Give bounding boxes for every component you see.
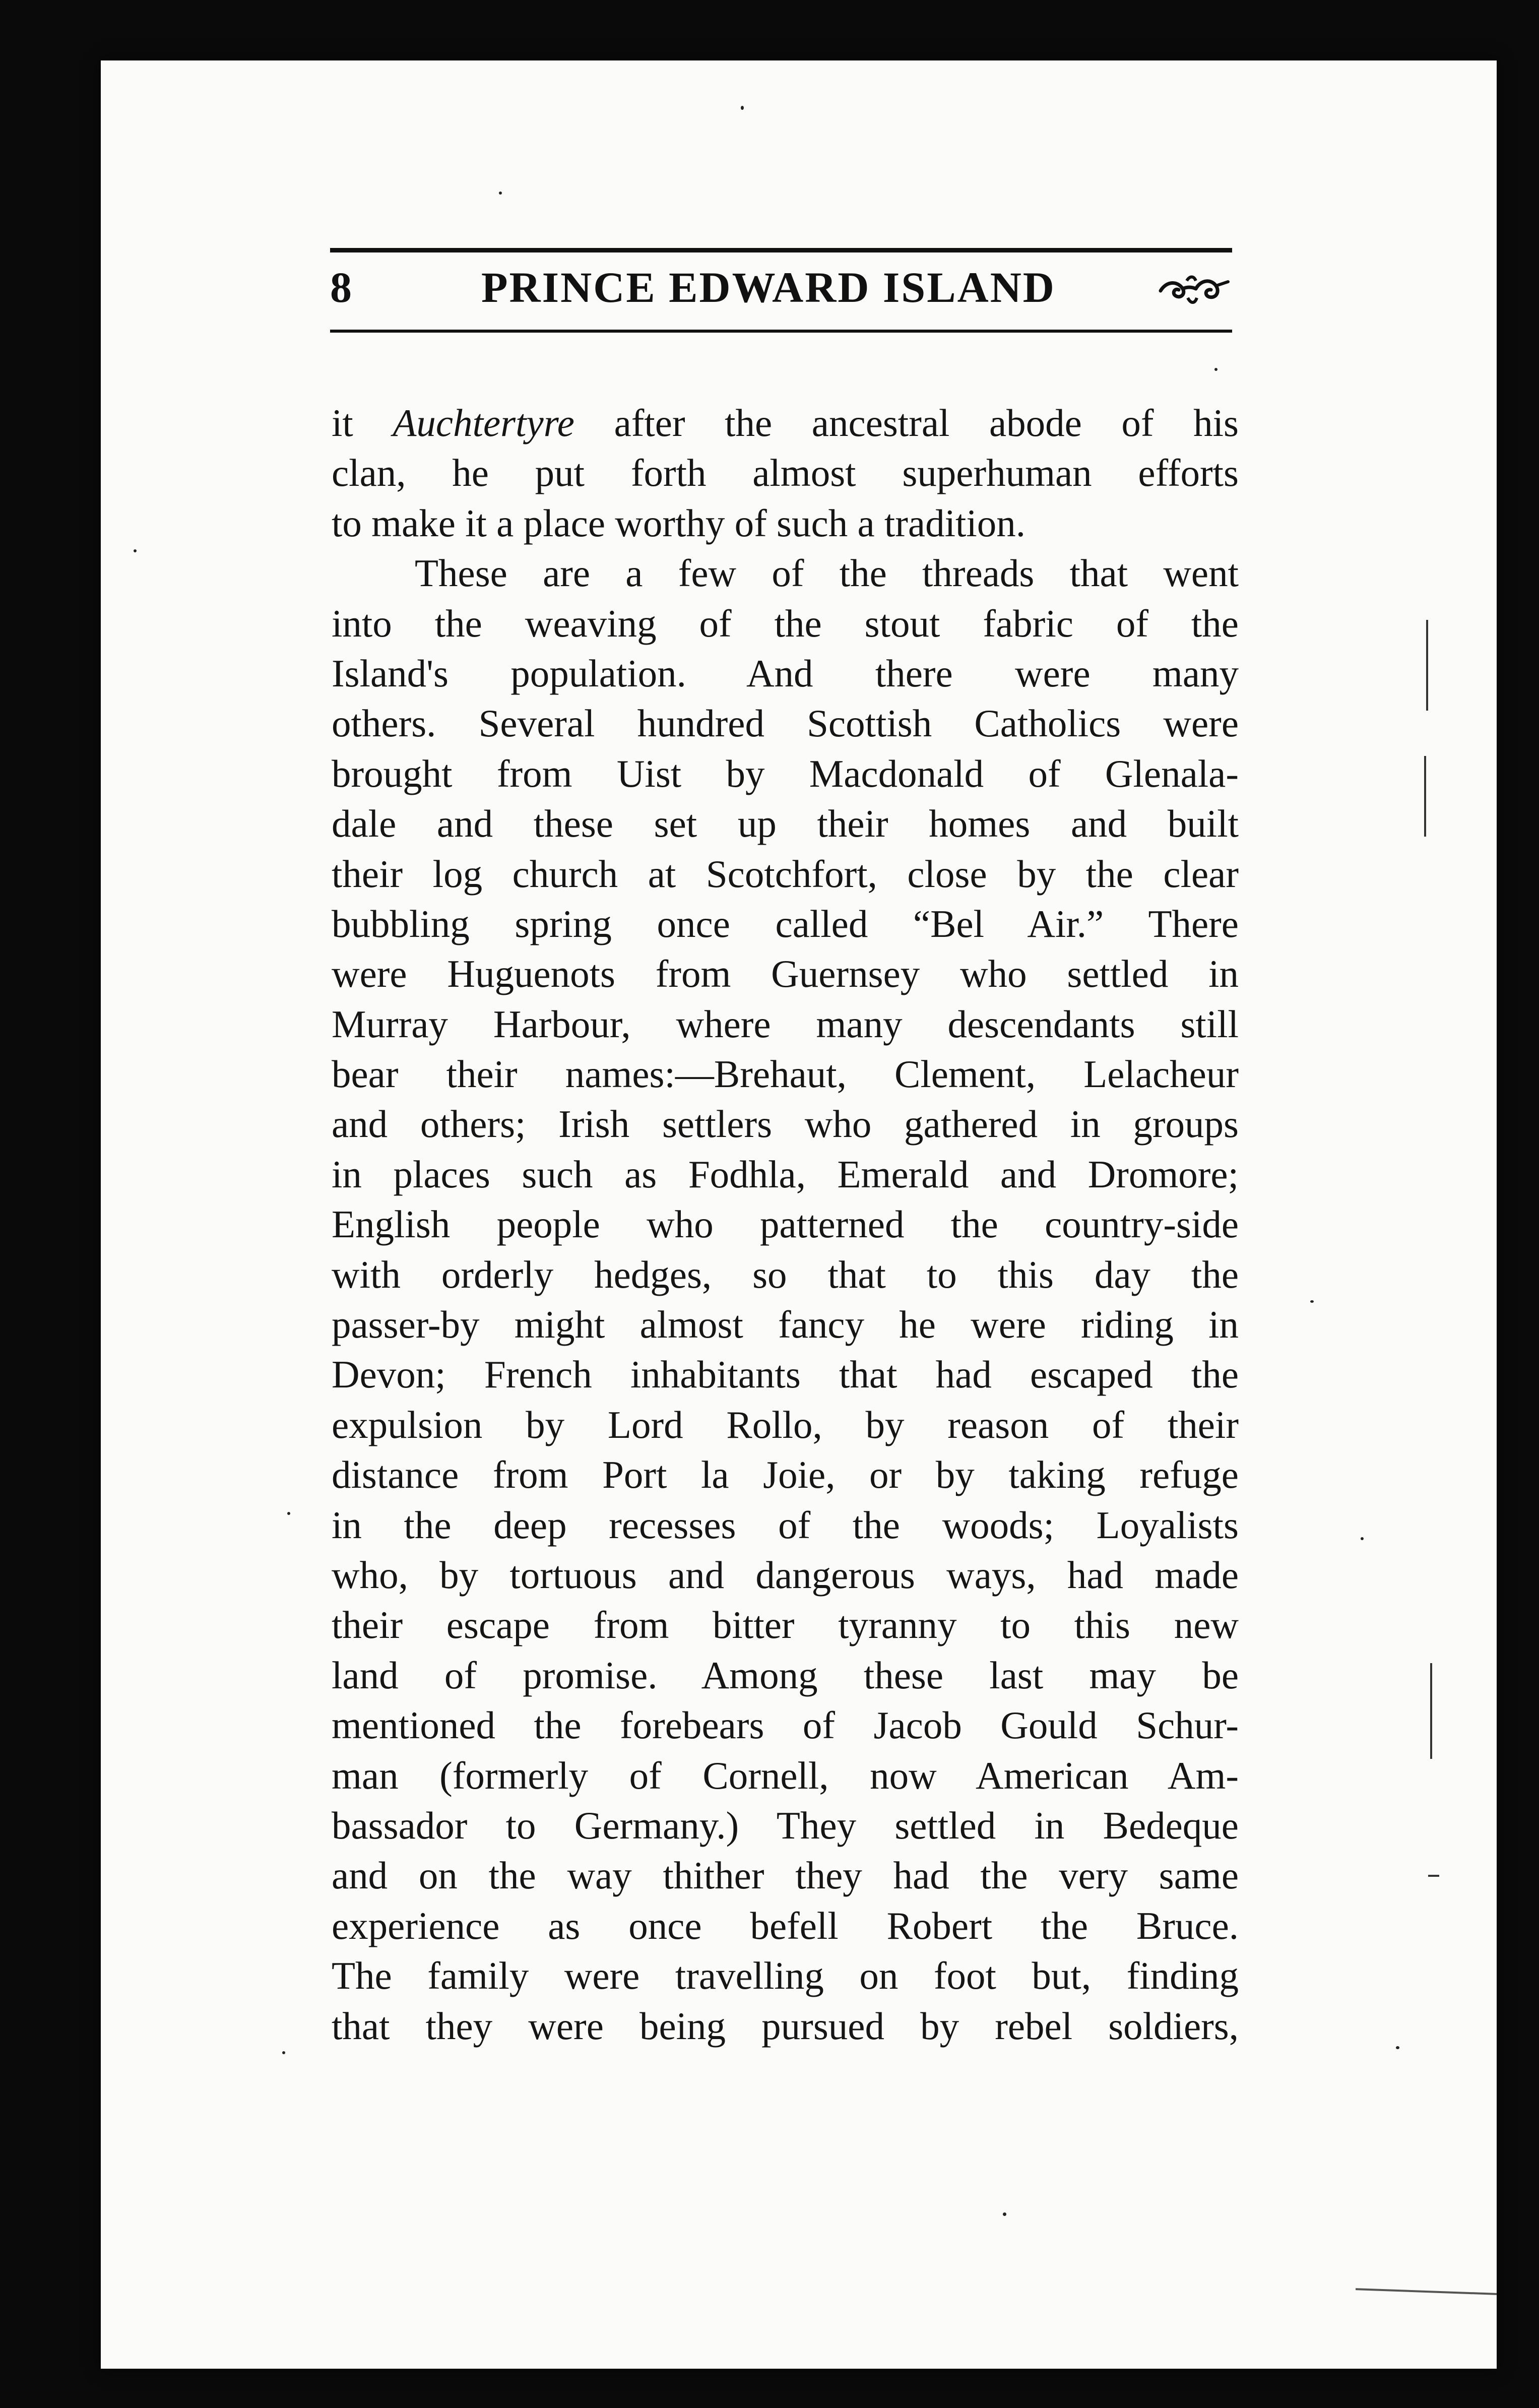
text-line: into the weaving of the stout fabric of the: [332, 601, 1239, 645]
fleuron-ornament-icon: [1157, 272, 1232, 307]
scan-margin-mark: [1426, 620, 1428, 711]
text-line: to make it a place worthy of such a tradition.: [332, 501, 1026, 545]
scan-speck: [1214, 368, 1217, 371]
text-line: [332, 398, 1239, 448]
text-line: were Huguenots from Guernsey who settled in: [332, 952, 1239, 996]
text-line: land of promise. Among these last may be: [332, 1653, 1239, 1697]
text-line: Island's population. And there were many: [332, 651, 1239, 695]
text-line: clan, he put forth almost superhuman efforts: [332, 451, 1239, 495]
text-line: man (formerly of Cornell, now American Am-: [332, 1753, 1239, 1797]
scan-margin-mark: [1428, 1875, 1439, 1877]
text-line: The family were travelling on foot but, finding: [332, 1954, 1239, 1998]
text-line: bassador to Germany.) They settled in Bedeque: [332, 1803, 1239, 1847]
text-line: who, by tortuous and dangerous ways, had made: [332, 1553, 1239, 1597]
scan-speck: [1396, 2046, 1399, 2049]
text-line: in places such as Fodhla, Emerald and Dromore;: [332, 1152, 1239, 1196]
text-line: Devon; French inhabitants that had escaped the: [332, 1353, 1239, 1397]
scan-speck: [1361, 1537, 1364, 1540]
running-header: [330, 248, 1232, 333]
text-fragment: it: [332, 401, 353, 445]
text-fragment: after the ancestral abode of his: [614, 401, 1239, 445]
scan-speck: [287, 1512, 290, 1515]
text-line: experience as once befell Robert the Bruce.: [332, 1904, 1239, 1947]
running-title: PRINCE EDWARD ISLAND: [481, 263, 1056, 311]
text-line: in the deep recesses of the woods; Loyalists: [332, 1503, 1239, 1547]
text-line: English people who patterned the country-side: [332, 1202, 1239, 1246]
text-line: distance from Port la Joie, or by taking refuge: [332, 1453, 1239, 1497]
italic-place-name: Auchtertyre: [393, 401, 574, 445]
text-line: bear their names:—Brehaut, Clement, Lelacheur: [332, 1052, 1239, 1096]
scan-speck: [499, 192, 502, 195]
scan-margin-mark: [1424, 756, 1426, 837]
text-line: others. Several hundred Scottish Catholics were: [332, 702, 1239, 745]
scan-speck: [741, 106, 744, 110]
scan-margin-mark: [1430, 1663, 1432, 1759]
text-line: their log church at Scotchfort, close by the clear: [332, 852, 1239, 896]
text-line: and on the way thither they had the very same: [332, 1854, 1239, 1897]
text-line: and others; Irish settlers who gathered in groups: [332, 1102, 1239, 1146]
scan-speck: [1003, 2212, 1006, 2216]
page-number: 8: [330, 263, 352, 311]
text-line: Murray Harbour, where many descendants still: [332, 1002, 1239, 1046]
text-line: passer-by might almost fancy he were riding in: [332, 1303, 1239, 1347]
text-line: their escape from bitter tyranny to this new: [332, 1603, 1239, 1647]
text-line: dale and these set up their homes and built: [332, 802, 1239, 846]
scan-speck: [1310, 1300, 1314, 1303]
text-line: mentioned the forebears of Jacob Gould Schur-: [332, 1703, 1239, 1747]
text-line: bubbling spring once called “Bel Air.” There: [332, 902, 1239, 945]
text-line: These are a few of the threads that went: [415, 551, 1239, 595]
text-line: brought from Uist by Macdonald of Glenala-: [332, 751, 1239, 795]
scan-speck: [134, 549, 137, 552]
scan-speck: [282, 2051, 285, 2054]
text-line: that they were being pursued by rebel soldiers,: [332, 2004, 1239, 2048]
body-text: [332, 398, 1239, 2051]
text-line: with orderly hedges, so that to this day the: [332, 1252, 1239, 1296]
text-line: expulsion by Lord Rollo, by reason of their: [332, 1403, 1239, 1446]
